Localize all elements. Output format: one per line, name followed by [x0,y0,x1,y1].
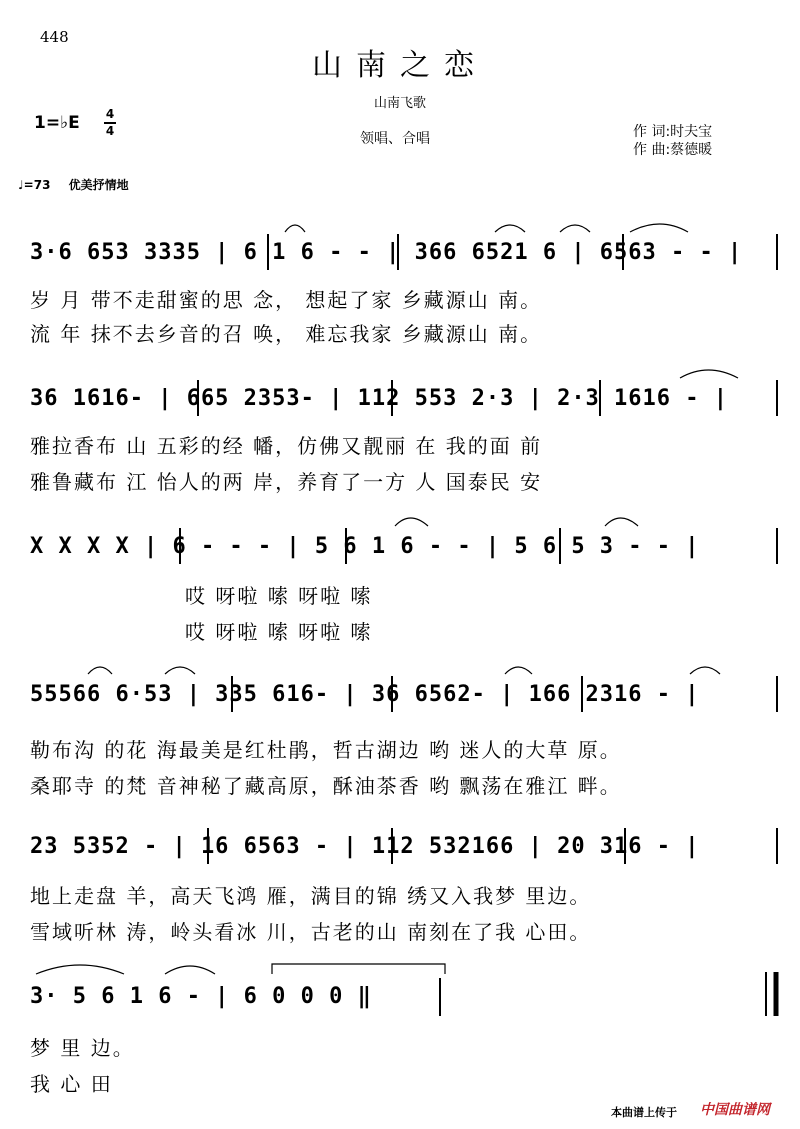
notes-system-2: 36 1616- | 665 2353- | 112 553 2·3 | 2·3 1616 - | [30,386,729,411]
system-6-markings [0,954,800,1016]
lyric-line: 雅鲁藏布 江 怡人的两 岸，养育了一方 人 国泰民 安 [30,470,543,494]
lyric-line: 哎 呀啦 嗦 呀啦 嗦 [185,584,373,608]
slur [505,667,532,674]
lyric-line: 岁 月 带不走甜蜜的思 念， 想起了家 乡藏源山 南。 [30,288,543,312]
notes-system-3: X X X X | 6 - - - | 5 6 1 6 - - | 5 6 5 3 - - | [30,534,700,559]
composer-credit: 作 曲:蔡德暖 [633,142,713,158]
slur [88,667,112,674]
lyric-line: 流 年 抹不去乡音的召 唤， 难忘我家 乡藏源山 南。 [30,322,543,346]
lyric-line: 我 心 田 [30,1072,113,1096]
lyric-line: 雅拉香布 山 五彩的经 幡，仿佛又靓丽 在 我的面 前 [30,434,543,458]
time-signature-top: 4 [105,107,115,121]
notes-system-6: 3· 5 6 1 6 - | 6 0 0 0 ‖ [30,984,372,1009]
slur [690,667,720,674]
lyric-line: 勒布沟 的花 海最美是红杜鹃，哲古湖边 哟 迷人的大草 原。 [30,738,622,762]
notes-system-1: 3·6 653 3335 | 6 1 6 - - | 366 6521 6 | 6563 - - | [30,240,743,265]
slur [165,667,195,674]
system-2-markings [0,356,800,416]
lyricist-credit: 作 词:时夫宝 [633,124,713,140]
lyric-line: 地上走盘 羊，高天飞鸿 雁，满目的锦 绣又入我梦 里边。 [30,884,592,908]
slur [560,225,590,232]
notes-system-5: 23 5352 - | 16 6563 - | 112 532166 | 20 316 - | [30,834,700,859]
slur [285,225,305,232]
notes-system-4: 55566 6·53 | 335 616- | 36 6562- | 166 2316 - | [30,682,700,707]
slur [36,965,124,974]
system-1-markings [0,210,800,270]
expression: 优美抒情地 [68,178,129,192]
page-number: 448 [40,28,69,46]
subtitle: 山南飞歌 [373,96,426,111]
performers: 领唱、合唱 [360,131,430,147]
system-5-markings [0,804,800,864]
lyric-line: 梦 里 边。 [30,1036,135,1060]
time-signature-bottom: 4 [105,124,115,138]
system-4-markings [0,652,800,712]
slur [165,966,215,974]
lyric-line: 桑耶寺 的梵 音神秘了藏高原，酥油茶香 哟 飘荡在雅江 畔。 [30,774,622,798]
slur [495,225,525,232]
song-title: 山南之恋 [312,48,488,83]
slur [630,224,688,232]
lyric-line: 哎 呀啦 嗦 呀啦 嗦 [185,620,373,644]
slur [395,518,428,526]
time-signature [104,108,116,138]
key-signature: 1=♭E [34,113,80,133]
slur [680,370,738,378]
tempo: ♩=73 [18,178,51,192]
system-3-markings [0,504,800,564]
site-logo: 中国曲谱网 [700,1102,770,1118]
tempo-marking [18,176,129,193]
slur [605,518,638,526]
tie-bracket [272,964,445,974]
lyric-line: 雪域听林 涛，岭头看冰 川，古老的山 南刻在了我 心田。 [30,920,592,944]
footer-text: 本曲谱上传于 [611,1106,677,1119]
